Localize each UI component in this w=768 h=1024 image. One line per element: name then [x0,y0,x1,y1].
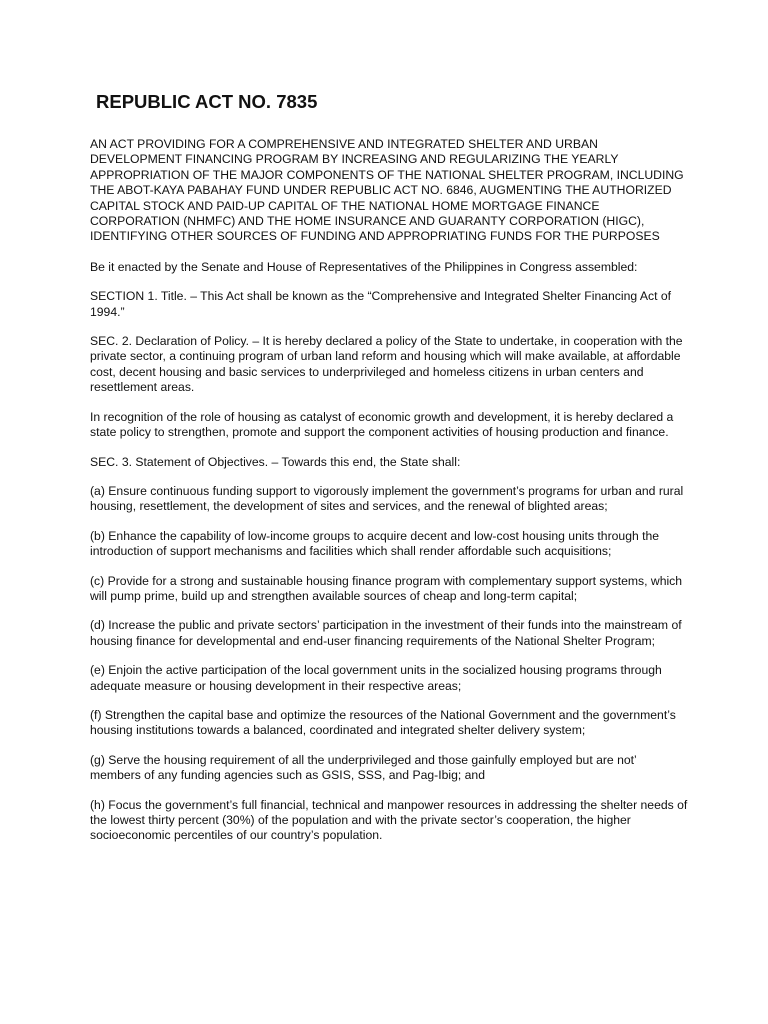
section-1-title: SECTION 1. Title. – This Act shall be known as the “Comprehensive and Integrated Shelter Financing Act of 1994.” [90,289,672,319]
objective-h: (h) Focus the government’s full financial, technical and manpower resources in addressing the shelter needs of the lowest thirty percent (30%) of the population and with the private sector’s cooperation, the higher socioeconomic percentiles of our country’s population. [90,797,688,843]
objective-b: (b) Enhance the capability of low-income groups to acquire decent and low-cost housing units through the introduction of support mechanisms and facilities which shall render affordable such acquisitions; [90,528,660,559]
objective-c: (c) Provide for a strong and sustainable housing finance program with complementary support systems, which will pump prime, build up and strengthen available sources of cheap and long-term capital; [90,573,683,603]
document-title: REPUBLIC ACT NO. 7835 [96,91,318,112]
objective-a: (a) Ensure continuous funding support to vigorously implement the government’s programs for urban and rural housing, resettlement, the development of sites and services, and the renewal of blighted areas; [90,483,684,514]
section-3-statement-of-objectives: SEC. 3. Statement of Objectives. – Towards this end, the State shall: [90,454,461,469]
policy-paragraph: In recognition of the role of housing as catalyst of economic growth and development, it is hereby declared a state policy to strengthen, promote and support the component activities of housing production and finance. [90,409,674,440]
section-2-declaration-of-policy: SEC. 2. Declaration of Policy. – It is hereby declared a policy of the State to undertake, in cooperation with the private sector, a continuing program of urban land reform and housing which will make available, at affordable cost, decent housing and basic services to underprivileged and homeless citizens in urban centers and resettlement areas. [90,334,683,395]
document-body [90,137,690,858]
objective-f: (f) Strengthen the capital base and optimize the resources of the National Government and the government’s housing institutions towards a balanced, coordinated and integrated shelter delivery system; [90,707,676,738]
enacting-clause: Be it enacted by the Senate and House of Representatives of the Philippines in Congress assembled: [90,259,638,274]
act-long-title: AN ACT PROVIDING FOR A COMPREHENSIVE AND INTEGRATED SHELTER AND URBAN DEVELOPMENT FINANCING PROGRAM BY INCREASING AND REGULARIZING THE YEARLY APPROPRIATION OF THE MAJOR COMPONENTS OF THE NATIONAL SHELTER PROGRAM, INCLUDING THE ABOT-KAYA PABAHAY FUND UNDER REPUBLIC ACT NO. 6846, AUGMENTING THE AUTHORIZED CAPITAL STOCK AND PAID-UP CAPITAL OF THE NATIONAL HOME MORTGAGE FINANCE CORPORATION (NHMFC) AND THE HOME INSURANCE AND GUARANTY CORPORATION (HIGC), IDENTIFYING OTHER SOURCES OF FUNDING AND APPROPRIATING FUNDS FOR THE PURPOSES [90,137,684,244]
objective-e: (e) Enjoin the active participation of the local government units in the socialized housing programs through adequate measure or housing development in their respective areas; [90,663,662,693]
objective-d: (d) Increase the public and private sectors’ participation in the investment of their funds into the mainstream of housing finance for developmental and end-user financing requirements of the National Shelter Program; [90,618,682,648]
objective-g: (g) Serve the housing requirement of all the underprivileged and those gainfully employed but are not’ members of any funding agencies such as GSIS, SSS, and Pag-Ibig; and [90,752,637,783]
